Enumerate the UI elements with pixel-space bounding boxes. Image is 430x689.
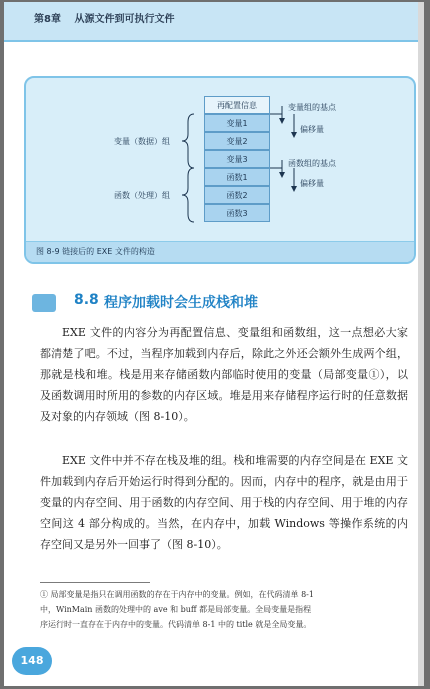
chapter-title: 从源文件到可执行文件 [74, 14, 175, 25]
func-offset-label: 偏移量 [300, 179, 324, 188]
book-page [4, 2, 424, 686]
var-base-label: 变量组的基点 [288, 103, 336, 112]
brace-vars [182, 114, 194, 168]
var-base-arrowhead [279, 118, 285, 124]
footnote-line: ① 局部变量是指只在调用函数的存在于内存中的变量。例如，在代码清单 8-1 [40, 590, 314, 599]
func-base-arrowhead [279, 172, 285, 178]
memory-cell: 函数2 [204, 186, 270, 204]
chapter-number: 第8章 [34, 14, 61, 25]
func-offset-arrowhead [291, 186, 297, 192]
footnote-line: 序运行时一直存在于内存中的变量。代码清单 8-1 中的 title 就是全局变量。 [40, 620, 312, 629]
memory-cell: 再配置信息 [204, 96, 270, 114]
memory-cell: 函数3 [204, 204, 270, 222]
footnote-rule [40, 582, 150, 583]
running-head [34, 10, 184, 25]
var-offset-label: 偏移量 [300, 125, 324, 134]
memory-cell: 变量3 [204, 150, 270, 168]
brace-funcs [182, 168, 194, 222]
section-heading [32, 292, 412, 314]
footnote [40, 587, 408, 632]
page-edge [418, 2, 424, 686]
figure-caption: 图 8-9 链接后的 EXE 文件的构造 [36, 247, 155, 256]
section-title: 程序加载时会生成栈和堆 [104, 295, 258, 311]
section-number: 8.8 [74, 292, 99, 308]
var-offset-arrowhead [291, 132, 297, 138]
paragraph: EXE 文件的内容分为再配置信息、变量组和函数组，这一点想必大家都清楚了吧。不过，当程序加载到内存后，除此之外还会额外生成两个组，那就是栈和堆。栈是用来存储函数内部临时使用的变量（局部变量①），以及函数调用时所用的参数的内存区域。堆是用来存储程序运行时的任意数据及对象的内存领域（图 8-10）。 [40, 326, 408, 423]
body-paragraph-2 [40, 450, 408, 555]
func-base-label: 函数组的基点 [288, 159, 336, 168]
vars-group-label: 变量（数据）组 [114, 137, 170, 146]
page-header [4, 2, 424, 42]
paragraph: EXE 文件中并不存在栈及堆的组。栈和堆需要的内存空间是在 EXE 文件加载到内存后开始运行时得到分配的。因而，内存中的程序，就是由用于变量的内存空间、用于函数的内存空间、用于栈的内存空间、用于堆的内存空间这 4 部分构成的。当然，在内存中，加载 Windows 等操作系统的内存空间又是另外一回事了（图 8-10）。 [40, 454, 408, 551]
funcs-group-label: 函数（处理）组 [114, 191, 170, 200]
figure-caption-bar [26, 241, 414, 262]
memory-cell: 函数1 [204, 168, 270, 186]
footnote-line: 中，WinMain 函数的处理中的 ave 和 buff 都是局部变量。全局变量是指程 [40, 605, 312, 614]
memory-cell: 变量1 [204, 114, 270, 132]
page-number: 148 [12, 647, 52, 675]
memory-cell: 变量2 [204, 132, 270, 150]
body-paragraph-1 [40, 322, 408, 427]
section-marker-icon [32, 294, 56, 312]
figure-lines [26, 78, 414, 262]
figure-8-9 [24, 76, 416, 264]
